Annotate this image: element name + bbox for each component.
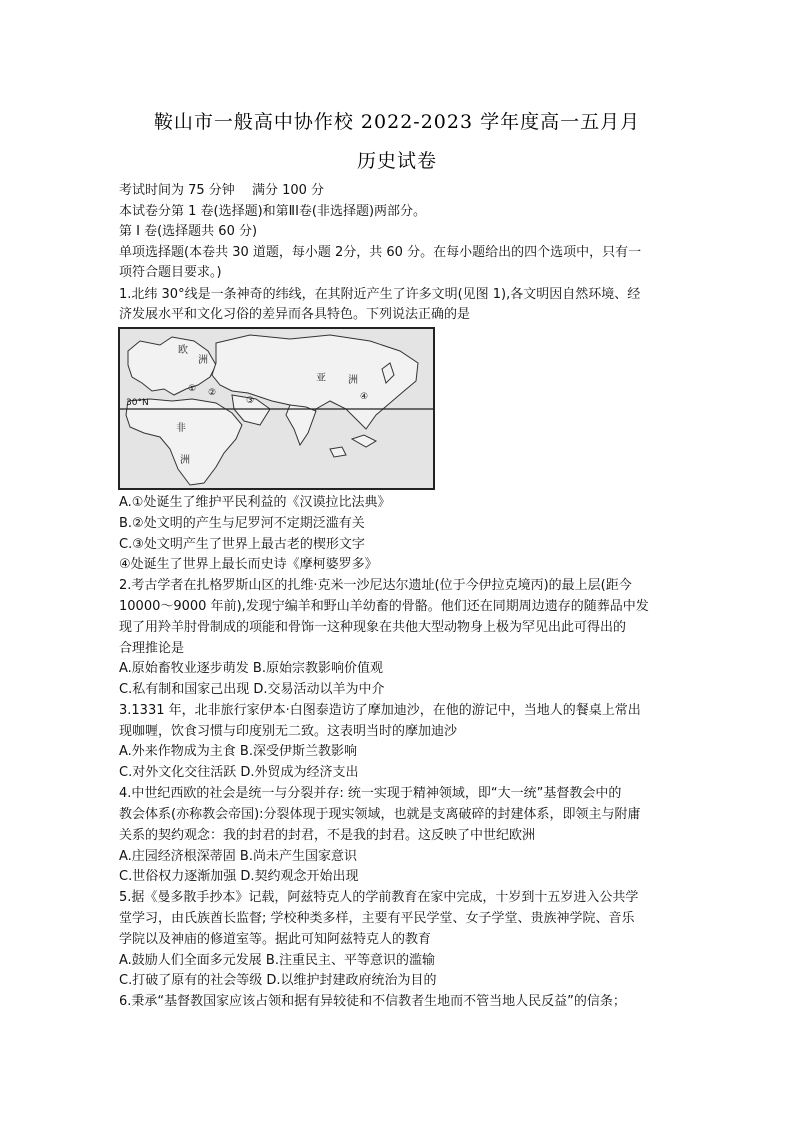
q1-option-a: A.①处诞生了维护平民利益的《汉谟拉比法典》 bbox=[119, 495, 391, 510]
q4-stem-line-3: 关系的契约观念：我的封君的封君，不是我的封君。这反映了中世纪欧洲 bbox=[119, 828, 536, 843]
q1-option-b: B.②处文明的产生与尼罗河不定期泛滥有关 bbox=[119, 516, 365, 531]
q4-options-ab: A.庄园经济根深蒂固 B.尚未产生国家意识 bbox=[119, 849, 357, 864]
map-label-europe-1: 欧 bbox=[178, 345, 188, 356]
q1-option-c: C.③处文明产生了世界上最古老的楔形文字 bbox=[119, 537, 365, 552]
q1-stem-line-2: 济发展水平和文化习俗的差异而各具特色。下列说法正确的是 bbox=[119, 307, 471, 322]
map-label-africa-1: 非 bbox=[176, 423, 186, 434]
q4-options-cd: C.世俗权力逐渐加强 D.契约观念开始出现 bbox=[119, 869, 359, 884]
map-drawing bbox=[120, 329, 433, 488]
q2-options-cd: C.私有制和国家己出现 D.交易活动以羊为中介 bbox=[119, 682, 385, 697]
q5-options-cd: C.打破了原有的社会等级 D.以维护封建政府统治为目的 bbox=[119, 973, 437, 988]
q4-stem-line-2: 教会体系(亦称教会帝国):分裂体现于现实领域，也就是支离破碎的封建体系，即领主与附庸 bbox=[119, 807, 641, 822]
world-map-figure bbox=[118, 327, 435, 490]
q2-stem-line-4: 合理推论是 bbox=[119, 641, 185, 656]
q2-stem-line-1: 2.考古学者在扎格罗斯山区的扎维·克米一沙尼达尔遗址(位于今伊拉克境丙)的最上层(距今 bbox=[119, 578, 632, 593]
q3-stem-line-1: 3.1331 年，北非旅行家伊本·白图泰造访了摩加迪沙，在他的游记中，当地人的餐桌上常出 bbox=[119, 703, 641, 718]
map-marker-1: ① bbox=[188, 384, 197, 394]
q5-stem-line-2: 堂学习，由氏族酋长监督; 学校种类多样，主要有平民学堂、女子学堂、贵族神学院、音乐 bbox=[119, 911, 635, 926]
q5-stem-line-1: 5.据《曼多散手抄本》记载，阿兹特克人的学前教育在家中完成，十岁到十五岁进入公共学 bbox=[119, 890, 639, 905]
q3-stem-line-2: 现咖喱，饮食习惯与印度别无二致。这表明当时的摩加迪沙 bbox=[119, 724, 458, 739]
q2-stem-line-2: 10000～9000 年前),发现宁编羊和野山羊幼畜的骨骼。他们还在同期周边遗存的随葬品中发 bbox=[119, 599, 649, 614]
exam-subtitle: 历史试卷 bbox=[356, 150, 437, 172]
exam-title: 鞍山市一般高中协作校 2022-2023 学年度高一五月月 bbox=[153, 111, 641, 133]
map-marker-3: ③ bbox=[246, 396, 255, 406]
q4-stem-line-1: 4.中世纪西欧的社会是统一与分裂并存: 统一实现于精神领域，即“大一统”基督教会中的 bbox=[119, 786, 622, 801]
q5-options-ab: A.鼓励人们全面多元发展 B.注重民主、平等意识的滥输 bbox=[119, 953, 435, 968]
q1-option-d: ④处诞生了世界上最长而史诗《摩柯婆罗多》 bbox=[119, 557, 378, 572]
map-label-asia-1: 亚 bbox=[316, 373, 326, 384]
map-label-asia-2: 洲 bbox=[348, 375, 358, 386]
section-heading: 第 I 卷(选择题共 60 分) bbox=[119, 224, 258, 239]
q1-stem-line-1: 1.北纬 30°线是一条神奇的纬线，在其附近产生了许多文明(见图 1),各文明因自然环境、经 bbox=[119, 287, 641, 302]
q3-options-ab: A.外来作物成为主食 B.深受伊斯兰教影响 bbox=[119, 744, 357, 759]
q3-options-cd: C.对外文化交往活跃 D.外贸成为经济支出 bbox=[119, 765, 359, 780]
map-marker-4: ④ bbox=[360, 392, 369, 402]
map-label-africa-2: 洲 bbox=[180, 455, 190, 466]
exam-structure-line: 本试卷分第 1 卷(选择题)和第ⅡI卷(非选择题)两部分。 bbox=[119, 204, 427, 219]
q6-stem-line-1: 6.秉承“基督教国家应该占领和据有异较徒和不信教者生地而不管当地人民反益”的信条； bbox=[119, 994, 626, 1009]
map-marker-2: ② bbox=[208, 388, 217, 398]
instructions-line-2: 项符合题目要求。) bbox=[119, 265, 222, 280]
exam-time-line: 考试时间为 75 分钟 满分 100 分 bbox=[119, 183, 325, 198]
map-label-europe-2: 洲 bbox=[198, 355, 208, 366]
instructions-line-1: 单项选择题(本卷共 30 道题，每小题 2分，共 60 分。在每小题给出的四个选项中，只有一 bbox=[119, 245, 642, 260]
q2-stem-line-3: 现了用羚羊肘骨制成的项能和骨饰一这种现象在共他大型动物身上极为罕见出此可得出的 bbox=[119, 620, 627, 635]
q2-options-ab: A.原始畜牧业逐步萌发 B.原始宗教影响价值观 bbox=[119, 661, 383, 676]
map-label-30n: 30°N bbox=[126, 398, 149, 408]
q5-stem-line-3: 学院以及神庙的修道室等。据此可知阿兹特克人的教育 bbox=[119, 932, 432, 947]
